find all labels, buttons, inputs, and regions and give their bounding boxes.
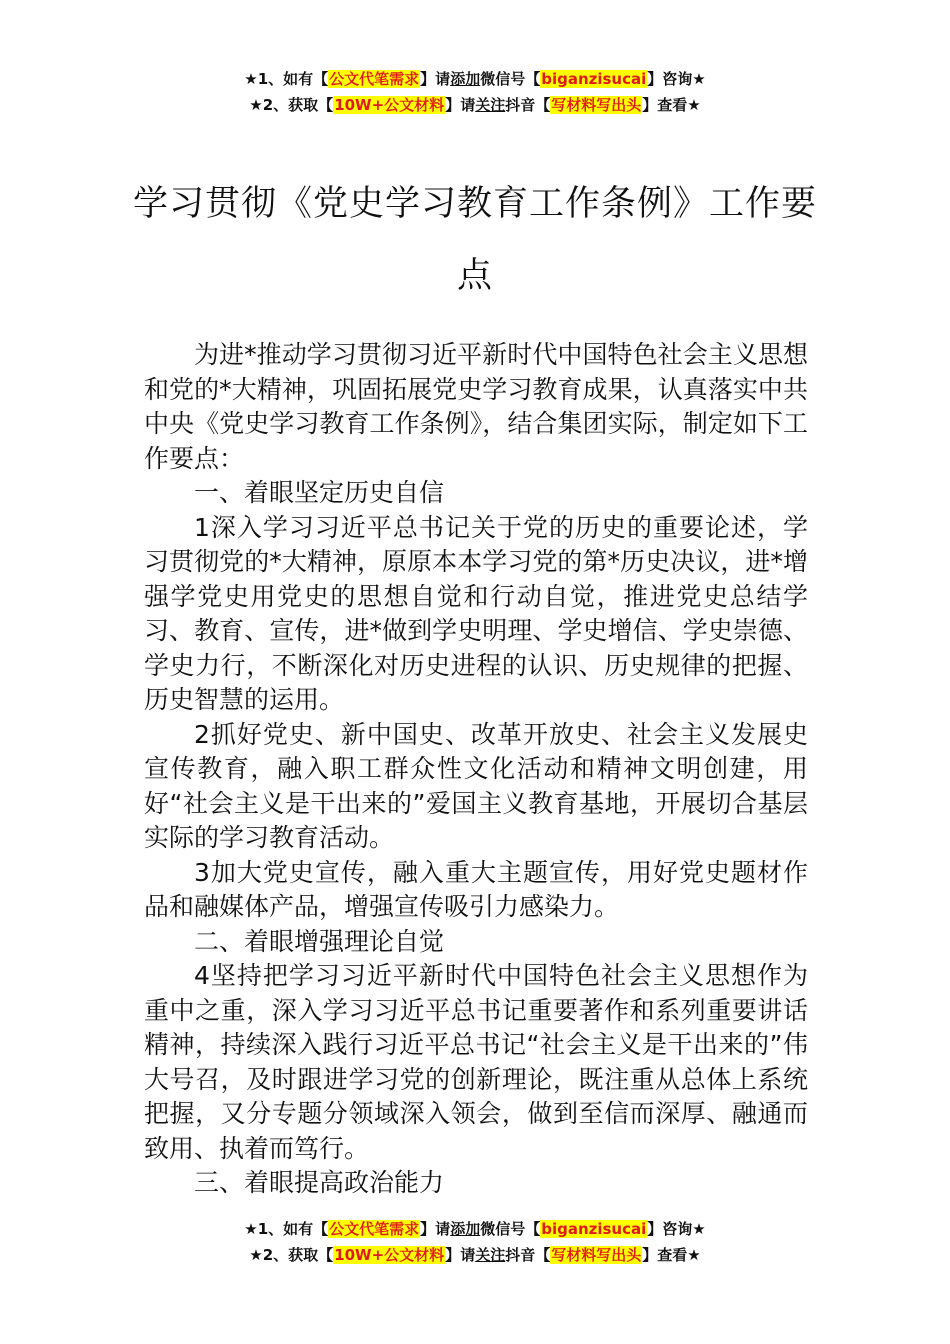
banner-underline-text: 关注 bbox=[475, 96, 506, 114]
intro-paragraph: 为进*推动学习贯彻习近平新时代中国特色社会主义思想和党的*大精神，巩固拓展党史学习教育成果，认真落实中共中央《党史学习教育工作条例》，结合集团实际，制定如下工作要点： bbox=[144, 340, 808, 473]
banner-underline-text: 关注 bbox=[475, 1246, 506, 1264]
banner-highlight: 写材料写出头 bbox=[551, 96, 642, 114]
banner-underline-text: 添加 bbox=[450, 70, 481, 88]
banner-text: 】咨询★ bbox=[647, 1220, 706, 1238]
banner-line-2 bbox=[0, 92, 950, 118]
banner-text: 】查看★ bbox=[642, 1246, 701, 1264]
banner-highlight: 公文代笔需求 bbox=[329, 70, 420, 88]
document-title: 学习贯彻《党史学习教育工作条例》工作要点 bbox=[132, 184, 817, 296]
banner-line-2 bbox=[0, 1242, 950, 1268]
banner-text: ★2、获取【 bbox=[249, 96, 334, 114]
footer-banner bbox=[0, 1216, 950, 1268]
banner-text: 】请 bbox=[445, 1246, 476, 1264]
section-heading: 三、着眼提高政治能力 bbox=[194, 1168, 445, 1197]
section-heading: 一、着眼坚定历史自信 bbox=[194, 478, 445, 507]
section-heading: 二、着眼增强理论自觉 bbox=[194, 926, 445, 956]
banner-highlight: 10W+公文材料 bbox=[334, 1246, 445, 1264]
banner-text: 】咨询★ bbox=[647, 70, 706, 88]
banner-text: ★2、获取【 bbox=[249, 1246, 334, 1264]
body-paragraph: 1深入学习习近平总书记关于党的历史的重要论述，学习贯彻党的*大精神，原原本本学习党的第*历史决议，进*增强学党史用党史的思想自觉和行动自觉，推进党史总结学习、教育、宣传，进*做到学史明理、学史增信、学史崇德、学史力行，不断深化对历史进程的认识、历史规律的把握、历史智慧的运用。 bbox=[144, 512, 808, 714]
banner-text: 微信号【 bbox=[480, 1220, 541, 1238]
banner-text: 】查看★ bbox=[642, 96, 701, 114]
header-banner bbox=[0, 66, 950, 118]
banner-text: 】请 bbox=[420, 70, 451, 88]
banner-text: 】请 bbox=[420, 1220, 451, 1238]
banner-text: ★1、如有【 bbox=[244, 70, 329, 88]
body-paragraph: 2抓好党史、新中国史、改革开放史、社会主义发展史宣传教育，融入职工群众性文化活动和精神文明创建，用好“社会主义是干出来的”爱国主义教育基地，开展切合基层实际的学习教育活动。 bbox=[144, 719, 808, 852]
banner-text: ★1、如有【 bbox=[244, 1220, 329, 1238]
banner-highlight: biganzisucai bbox=[541, 1220, 647, 1238]
banner-highlight: biganzisucai bbox=[541, 70, 647, 88]
banner-text: 抖音【 bbox=[505, 96, 551, 114]
banner-underline-text: 添加 bbox=[450, 1220, 481, 1238]
banner-line-1 bbox=[0, 66, 950, 92]
banner-line-1 bbox=[0, 1216, 950, 1242]
document-body bbox=[144, 338, 808, 1201]
banner-text: 微信号【 bbox=[480, 70, 541, 88]
banner-highlight: 写材料写出头 bbox=[551, 1246, 642, 1264]
banner-text: 抖音【 bbox=[505, 1246, 551, 1264]
body-paragraph: 4坚持把学习习近平新时代中国特色社会主义思想作为重中之重，深入学习习近平总书记重要著作和系列重要讲话精神，持续深入践行习近平总书记“社会主义是干出来的”伟大号召，及时跟进学习党的创新理论，既注重从总体上系统把握，又分专题分领域深入领会，做到至信而深厚、融通而致用、执着而笃行。 bbox=[144, 961, 808, 1163]
banner-text: 】请 bbox=[445, 96, 476, 114]
banner-highlight: 10W+公文材料 bbox=[334, 96, 445, 114]
banner-highlight: 公文代笔需求 bbox=[329, 1220, 420, 1238]
body-paragraph: 3加大党史宣传，融入重大主题宣传，用好党史题材作品和融媒体产品，增强宣传吸引力感染力。 bbox=[144, 857, 808, 921]
